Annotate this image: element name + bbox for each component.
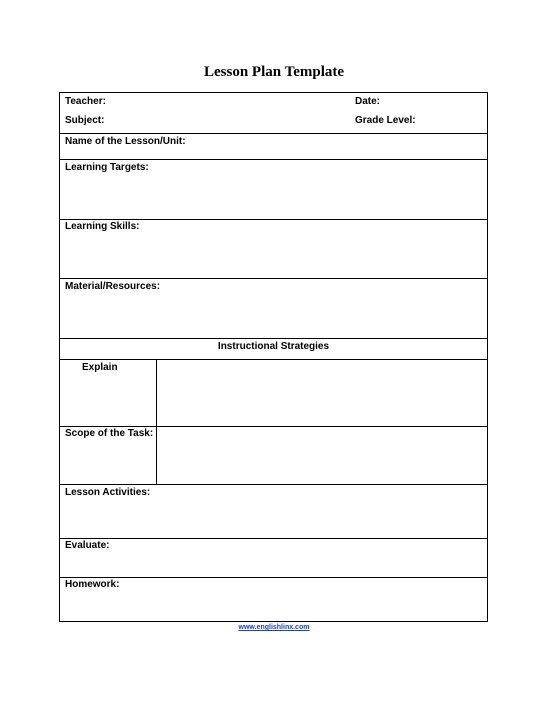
date-label: Date:: [355, 96, 381, 107]
learning-skills-label: Learning Skills:: [65, 221, 140, 232]
grade-level-label: Grade Level:: [355, 115, 416, 126]
homework-label: Homework:: [65, 579, 120, 590]
teacher-label: Teacher:: [65, 96, 106, 107]
divider: [60, 219, 487, 220]
divider: [60, 359, 487, 360]
lesson-name-label: Name of the Lesson/Unit:: [65, 136, 186, 147]
lesson-plan-form: [59, 92, 488, 622]
scope-label: Scope of the Task:: [65, 428, 154, 439]
divider: [60, 278, 487, 279]
divider: [60, 338, 487, 339]
learning-targets-label: Learning Targets:: [65, 162, 149, 173]
divider: [60, 426, 487, 427]
explain-label: Explain: [82, 362, 118, 373]
divider: [60, 133, 487, 134]
instructional-strategies-heading: Instructional Strategies: [217, 341, 330, 352]
lesson-activities-label: Lesson Activities:: [65, 487, 151, 498]
divider: [60, 484, 487, 485]
materials-label: Material/Resources:: [65, 281, 161, 292]
divider: [60, 538, 487, 539]
website-link[interactable]: www.englishlinx.com: [238, 624, 310, 631]
evaluate-label: Evaluate:: [65, 540, 110, 551]
page-title: Lesson Plan Template: [203, 64, 345, 80]
divider: [60, 159, 487, 160]
subject-label: Subject:: [65, 115, 105, 126]
divider: [60, 577, 487, 578]
column-divider: [156, 359, 157, 484]
